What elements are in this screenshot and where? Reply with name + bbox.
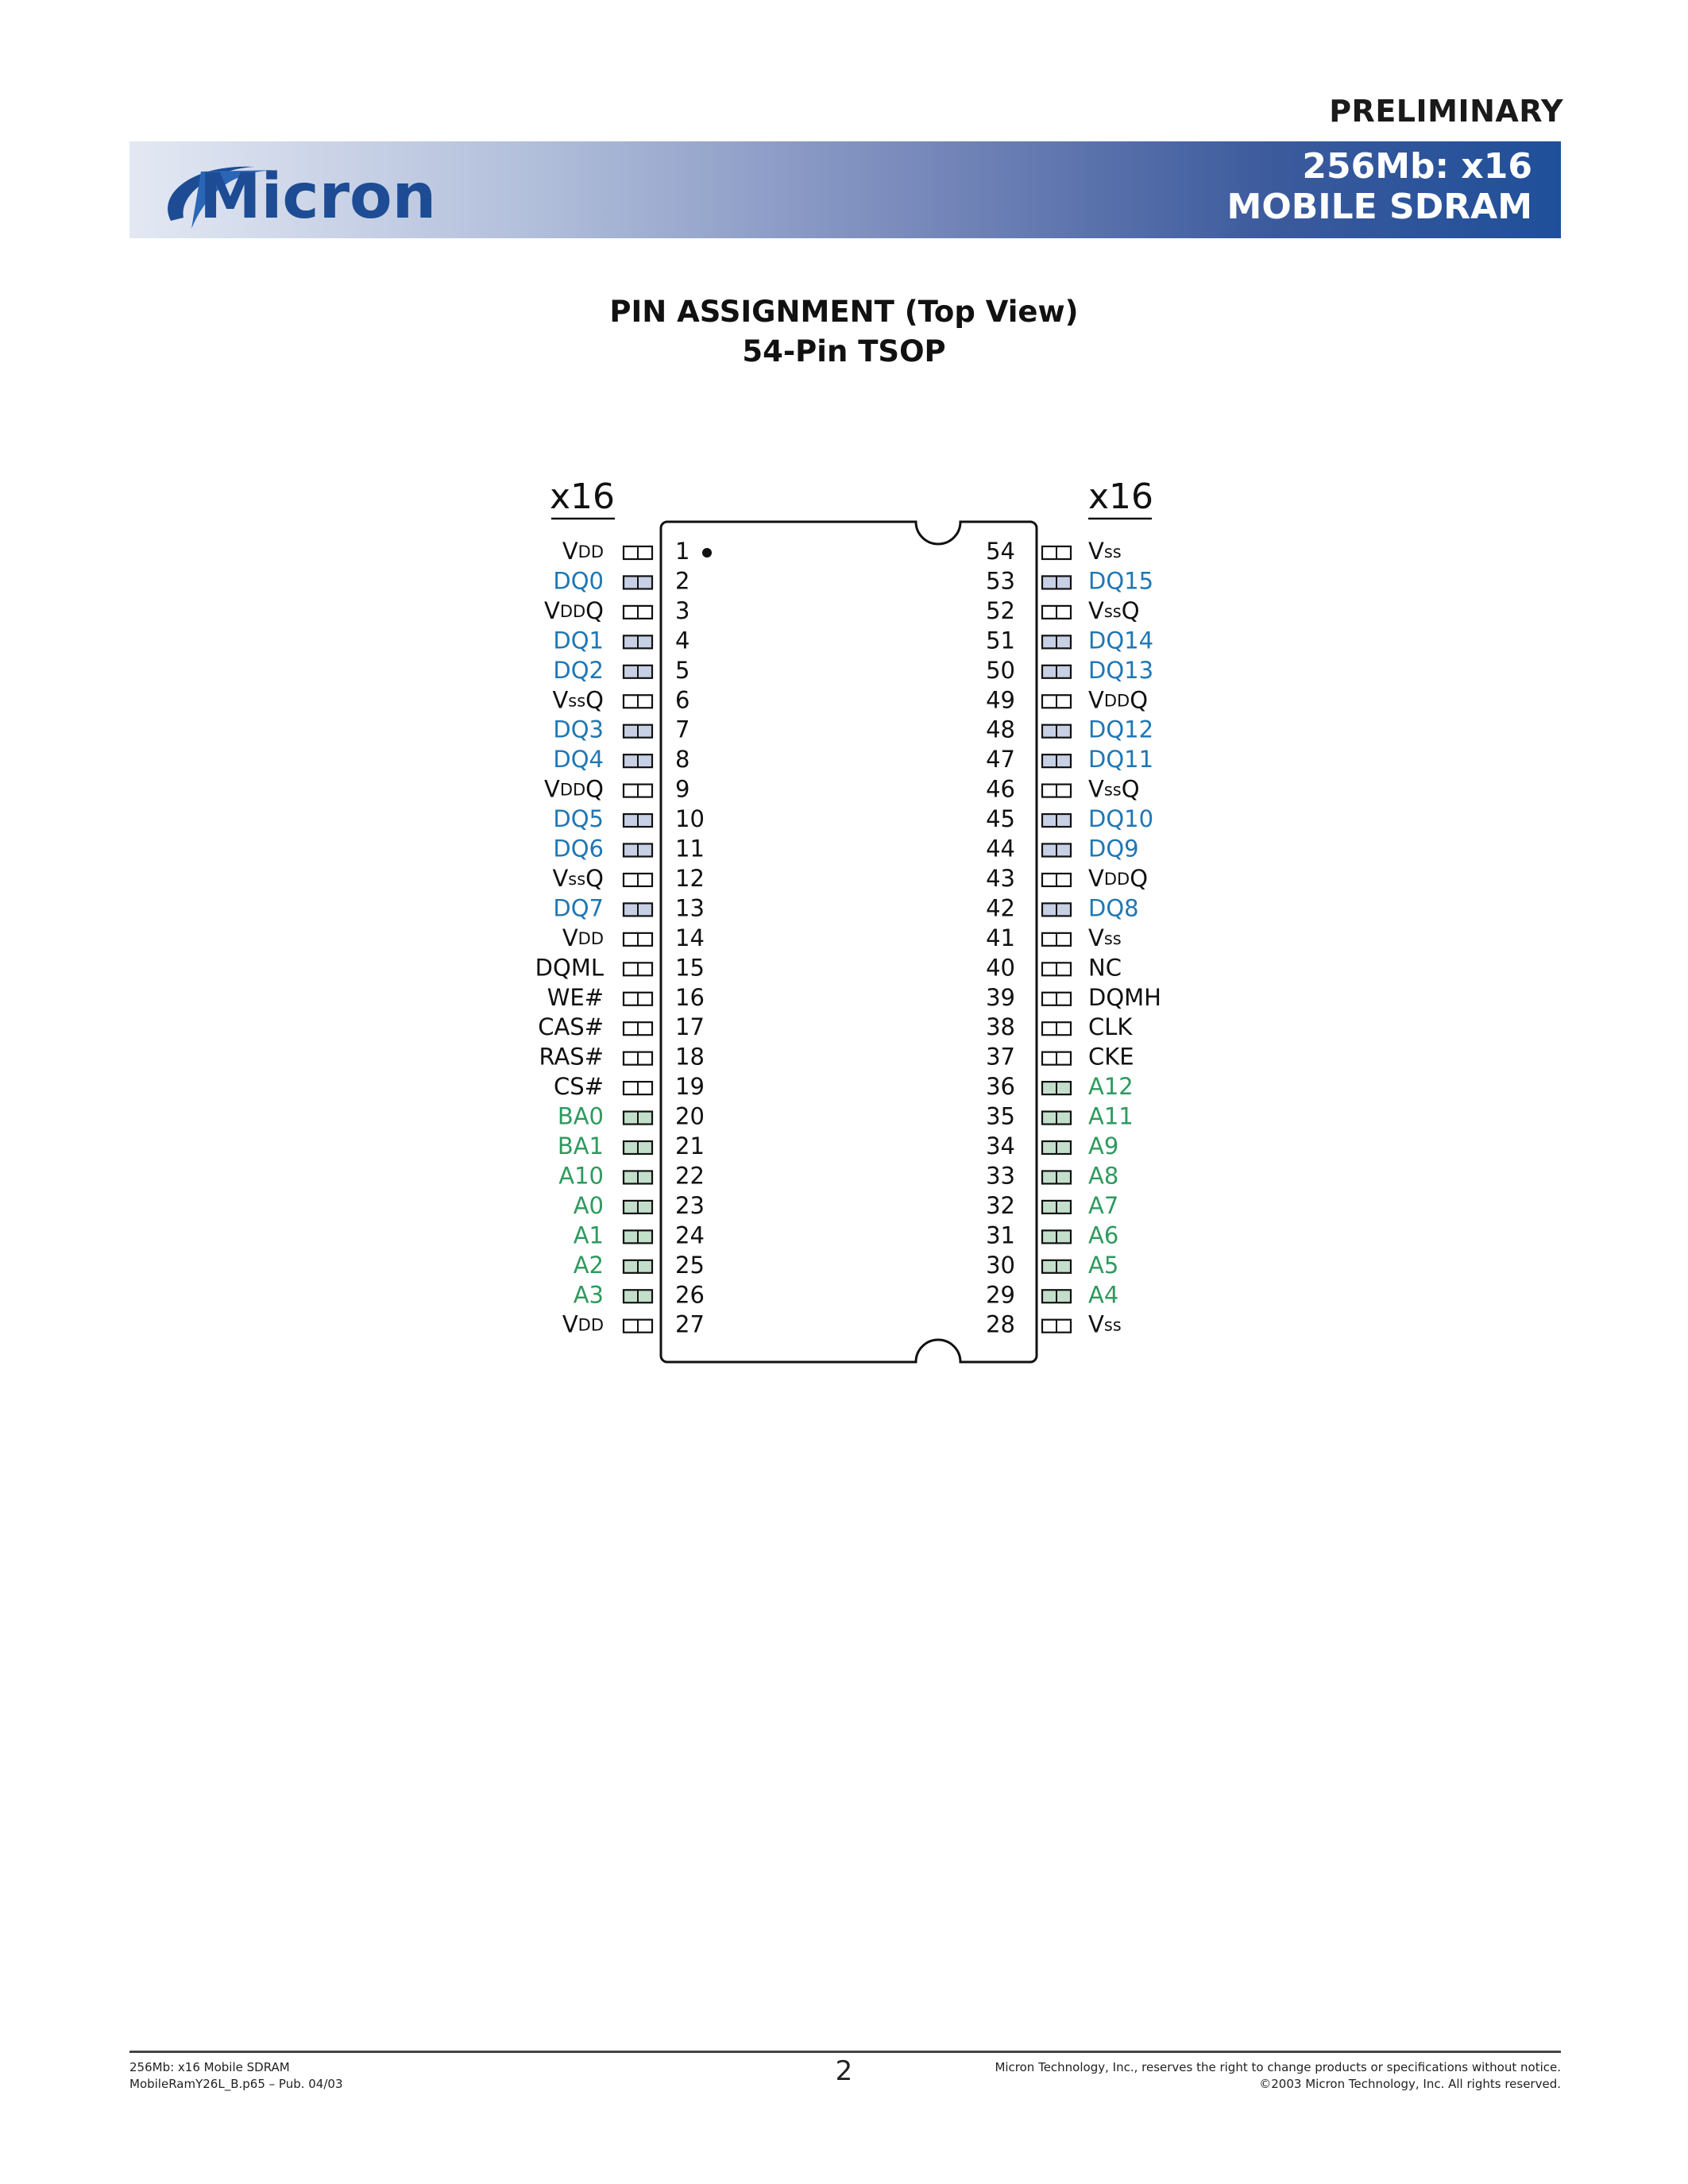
pin-name: A2 [573, 1251, 604, 1279]
pin-number: 5 [675, 656, 690, 684]
pin-number: 4 [675, 627, 690, 654]
pin-number: 23 [675, 1191, 705, 1219]
pin-name: V [1088, 596, 1104, 624]
footer-rule [129, 2051, 1561, 2053]
right-pin-label [1088, 924, 1122, 951]
pin-name: CLK [1088, 1013, 1133, 1041]
pin-name-subscript: ss [1103, 601, 1122, 621]
right-pin-label [1088, 1162, 1118, 1189]
pin-number: 15 [675, 954, 705, 982]
right-pin-label [1088, 835, 1139, 862]
pin-number: 44 [986, 835, 1015, 862]
right-pin-label [1088, 984, 1161, 1011]
right-pin-label [1088, 1044, 1134, 1071]
pin-name: A4 [1088, 1281, 1119, 1309]
pin-name: BA0 [557, 1102, 604, 1130]
right-pin-row [986, 894, 1139, 921]
right-pin-row [986, 805, 1153, 832]
left-pin-row [538, 1013, 705, 1040]
right-pin-label [1088, 1133, 1118, 1160]
right-pin-row [986, 746, 1153, 773]
pin-name: V [1088, 538, 1104, 565]
footer-legal [995, 2059, 1561, 2093]
left-pin-label [553, 894, 604, 921]
right-pin-row [986, 597, 1139, 624]
pin-name: V [552, 686, 569, 714]
pin-name-suffix: Q [585, 775, 604, 803]
left-pin-row [553, 894, 705, 921]
pin-name: CS# [554, 1073, 604, 1101]
right-pin-label [1088, 1013, 1133, 1040]
pin-name: DQ3 [553, 716, 604, 743]
left-pin-label [562, 538, 604, 565]
figure-title-line2: 54-Pin TSOP [742, 334, 946, 369]
right-pin-row [986, 776, 1139, 803]
pin-name-subscript: ss [1103, 780, 1122, 800]
left-pin-label [562, 1311, 604, 1338]
right-pin-label [1088, 1221, 1118, 1248]
pin-name: A5 [1088, 1251, 1119, 1279]
left-pin-label [553, 567, 604, 594]
left-pin-row [574, 1281, 705, 1308]
pin-number: 32 [986, 1191, 1015, 1219]
pin-name: DQ14 [1088, 627, 1154, 654]
right-pin-row [986, 835, 1139, 862]
pin-number: 20 [675, 1102, 705, 1130]
pin-name: A11 [1088, 1102, 1134, 1130]
right-pin-label [1088, 627, 1153, 654]
pin-name: V [1088, 864, 1104, 892]
right-pin-column [986, 538, 1161, 1338]
right-pin-row [986, 1252, 1118, 1279]
right-pin-label [1088, 1252, 1118, 1279]
pin-number: 35 [986, 1102, 1015, 1130]
pin-name: DQ4 [553, 746, 604, 774]
pin-name: V [543, 596, 560, 624]
pin-name: A3 [573, 1281, 604, 1309]
pin-number: 17 [675, 1013, 705, 1041]
pin-number: 1 [675, 538, 690, 565]
right-pin-row [986, 984, 1161, 1011]
pin-number: 36 [986, 1073, 1015, 1101]
pin-number: 29 [986, 1281, 1015, 1309]
pin-name: V [1088, 924, 1104, 951]
right-pin-row [986, 627, 1153, 654]
right-pin-label [1088, 597, 1140, 624]
pin-number: 52 [986, 596, 1015, 624]
pin-name: DQ8 [1088, 894, 1139, 922]
left-pin-row [562, 1311, 705, 1338]
left-pin-row [552, 865, 704, 892]
right-pin-row [986, 657, 1153, 684]
left-pin-label [574, 1192, 604, 1219]
pin-number: 38 [986, 1013, 1015, 1041]
pin-name: DQ5 [553, 805, 604, 833]
left-pin-label [554, 1073, 604, 1100]
pin-name-subscript: ss [568, 691, 586, 711]
left-pin-row [574, 1221, 705, 1248]
left-pin-label [539, 1044, 604, 1071]
right-pin-row [986, 716, 1153, 743]
left-pin-label [558, 1103, 604, 1130]
pin-number: 7 [675, 716, 690, 743]
pin-name: A1 [573, 1221, 604, 1249]
right-heading: x16 [1088, 477, 1154, 517]
pin-number: 25 [675, 1251, 705, 1279]
pin-name: BA1 [557, 1133, 604, 1160]
right-pin-row [986, 1044, 1134, 1071]
pin-number: 39 [986, 983, 1015, 1011]
pin-number: 51 [986, 627, 1015, 654]
pin-number: 14 [675, 924, 705, 951]
footer-copyright: ©2003 Micron Technology, Inc. All rights reserved. [1259, 2077, 1561, 2091]
pin-number: 24 [675, 1221, 705, 1249]
right-pin-label [1088, 954, 1122, 981]
right-pin-row [986, 1311, 1122, 1338]
preliminary-label: PRELIMINARY [1329, 94, 1563, 129]
pin-name: V [1088, 775, 1104, 803]
left-pin-row [558, 1133, 705, 1160]
pin-number: 42 [986, 894, 1015, 922]
pin-name: V [562, 1310, 578, 1338]
left-pin-label [553, 627, 604, 654]
product-density: 256Mb: x16 [1302, 146, 1532, 187]
pin-number: 18 [675, 1043, 705, 1071]
footer-doc-title: 256Mb: x16 Mobile SDRAM [129, 2060, 290, 2074]
pin-number: 46 [986, 775, 1015, 803]
left-pin-label [574, 1252, 604, 1279]
right-pin-row [986, 1073, 1134, 1100]
right-pin-label [1088, 776, 1140, 803]
pin-name-subscript: ss [568, 869, 586, 889]
right-pin-row [986, 1013, 1133, 1040]
pin-number: 26 [675, 1281, 705, 1309]
pin-number: 6 [675, 686, 690, 714]
right-pin-row [986, 538, 1122, 565]
left-pin-row [574, 1252, 705, 1279]
pin-number: 2 [675, 567, 690, 595]
pin-name: V [1088, 686, 1104, 714]
pin-name: CKE [1088, 1043, 1134, 1071]
pin-number: 12 [675, 864, 705, 892]
left-pin-row [535, 954, 705, 981]
left-pin-row [558, 1103, 705, 1130]
pin-number: 54 [986, 538, 1015, 565]
right-pin-label [1088, 894, 1139, 921]
footer-doc-info [129, 2059, 342, 2093]
pin-number: 47 [986, 746, 1015, 774]
pin-name: V [562, 538, 578, 565]
pin-name: A9 [1088, 1133, 1119, 1160]
pin-name: RAS# [539, 1043, 604, 1071]
pin-name: V [1088, 1310, 1104, 1338]
right-pin-row [986, 1103, 1134, 1130]
pin-number: 48 [986, 716, 1015, 743]
right-pin-row [986, 1162, 1118, 1189]
pin-name-subscript: DD [577, 928, 604, 948]
pin-number: 19 [675, 1073, 705, 1101]
pin-name-suffix: Q [585, 686, 604, 714]
left-pin-label [562, 924, 604, 951]
left-pin-row [547, 984, 705, 1011]
package-outline [661, 522, 1037, 1362]
pin-name-suffix: Q [1121, 775, 1140, 803]
right-pin-label [1088, 657, 1153, 684]
pin-name: DQ11 [1088, 746, 1154, 774]
pin-name: DQ0 [553, 567, 604, 595]
right-pin-label [1088, 1103, 1134, 1130]
left-pin-label [553, 716, 604, 743]
pin-number: 11 [675, 835, 705, 862]
left-pin-label [553, 805, 604, 832]
right-pin-row [986, 954, 1122, 981]
pin-number: 10 [675, 805, 705, 833]
pin-name-suffix: Q [1130, 686, 1149, 714]
pin-name: V [552, 864, 569, 892]
pin-number: 45 [986, 805, 1015, 833]
pin-number: 33 [986, 1162, 1015, 1190]
pin-number: 43 [986, 864, 1015, 892]
pin-name-suffix: Q [1121, 596, 1140, 624]
pin-name-suffix: Q [585, 596, 604, 624]
left-pin-label [544, 597, 604, 624]
left-pin-label [553, 746, 604, 773]
right-pin-row [986, 567, 1153, 594]
right-pin-label [1088, 746, 1153, 773]
pin-number: 22 [675, 1162, 705, 1190]
right-pin-label [1088, 1311, 1122, 1338]
pin-name: V [562, 924, 578, 951]
pin-name: NC [1088, 954, 1122, 982]
pin-name: DQ9 [1088, 835, 1139, 862]
pin-name: WE# [547, 983, 604, 1011]
left-pin-label [574, 1281, 604, 1308]
pin-number: 21 [675, 1133, 705, 1160]
right-pin-label [1088, 1281, 1118, 1308]
left-heading: x16 [549, 477, 615, 517]
right-pin-label [1088, 805, 1153, 832]
footer-disclaimer: Micron Technology, Inc., reserves the right to change products or specifications without notice. [995, 2060, 1561, 2074]
right-pin-label [1088, 567, 1153, 594]
left-pin-row [558, 1162, 705, 1189]
pin-name: V [543, 775, 560, 803]
left-pin-label [553, 657, 604, 684]
pin-name-subscript: DD [577, 1315, 604, 1335]
left-pin-label [553, 835, 604, 862]
pin-name: DQ6 [553, 835, 604, 862]
pin-number: 34 [986, 1133, 1015, 1160]
pin-name-subscript: DD [559, 601, 586, 621]
left-pin-row [539, 1044, 704, 1071]
right-pin-label [1088, 1073, 1134, 1100]
right-pin-row [986, 1221, 1118, 1248]
pin-name-subscript: DD [1103, 691, 1130, 711]
left-pin-label [547, 984, 604, 1011]
left-pin-label [558, 1133, 604, 1160]
right-pin-row [986, 1192, 1118, 1219]
right-pin-row [986, 686, 1148, 713]
left-pin-row [574, 1192, 705, 1219]
pin-name: DQML [535, 954, 604, 982]
pin-name: DQ12 [1088, 716, 1154, 743]
pin-name-subscript: ss [1103, 1315, 1122, 1335]
pin-number: 53 [986, 567, 1015, 595]
pin-number: 30 [986, 1251, 1015, 1279]
left-pin-label [538, 1013, 604, 1040]
pin-number: 28 [986, 1310, 1015, 1338]
pin-name: CAS# [538, 1013, 604, 1041]
left-pin-row [553, 805, 705, 832]
left-pin-label [552, 865, 604, 892]
pin-name: DQ15 [1088, 567, 1154, 595]
pin-name: DQ1 [553, 627, 604, 654]
product-type: MOBILE SDRAM [1226, 187, 1532, 227]
left-pin-label [558, 1162, 604, 1189]
right-pin-label [1088, 686, 1148, 713]
pin-number: 27 [675, 1310, 705, 1338]
pin-name: A0 [573, 1191, 604, 1219]
logo-wordmark: Micron [199, 161, 437, 232]
pin-name: A8 [1088, 1162, 1119, 1190]
pin-name: A10 [558, 1162, 604, 1190]
left-pin-label [535, 954, 604, 981]
pin-name-subscript: DD [577, 542, 604, 561]
right-pin-label [1088, 1192, 1118, 1219]
right-pin-label [1088, 716, 1153, 743]
pin-name-subscript: ss [1103, 928, 1122, 948]
pin-name-subscript: DD [1103, 869, 1130, 889]
left-pin-row [562, 924, 705, 951]
pin-name-subscript: ss [1103, 542, 1122, 561]
left-pin-row [554, 1073, 705, 1100]
pin-name: DQ7 [553, 894, 604, 922]
figure-title-line1: PIN ASSIGNMENT (Top View) [609, 295, 1079, 329]
pin-name: DQMH [1088, 983, 1161, 1011]
pin-name: DQ2 [553, 656, 604, 684]
right-pin-row [986, 924, 1122, 951]
pin-number: 50 [986, 656, 1015, 684]
left-pin-label [552, 686, 604, 713]
right-pin-row [986, 1281, 1118, 1308]
right-pin-row [986, 865, 1148, 892]
pin-name-subscript: DD [559, 780, 586, 800]
pin-name-suffix: Q [1130, 864, 1149, 892]
pin-name: A12 [1088, 1073, 1134, 1101]
right-pin-row [986, 1133, 1118, 1160]
left-pin-label [544, 776, 604, 803]
pin-name: DQ13 [1088, 656, 1154, 684]
pin-number: 8 [675, 746, 690, 774]
pin-name-suffix: Q [585, 864, 604, 892]
right-pin-label [1088, 538, 1122, 565]
left-pin-row [553, 835, 705, 862]
left-pin-column [535, 538, 705, 1338]
pin-number: 37 [986, 1043, 1015, 1071]
pin-number: 13 [675, 894, 705, 922]
pin-number: 3 [675, 596, 690, 624]
page-number: 2 [835, 2055, 853, 2087]
footer-doc-id: MobileRamY26L_B.p65 – Pub. 04/03 [129, 2077, 343, 2091]
left-pin-label [574, 1221, 604, 1248]
pin-name: DQ10 [1088, 805, 1154, 833]
pin-number: 16 [675, 983, 705, 1011]
pin-number: 9 [675, 775, 690, 803]
right-pin-label [1088, 865, 1148, 892]
pin-number: 41 [986, 924, 1015, 951]
pin-name: A6 [1088, 1221, 1119, 1249]
pin-number: 40 [986, 954, 1015, 982]
pin-number: 31 [986, 1221, 1015, 1249]
pin-name: A7 [1088, 1191, 1119, 1219]
pin1-marker-dot [702, 548, 712, 558]
pin-number: 49 [986, 686, 1015, 714]
